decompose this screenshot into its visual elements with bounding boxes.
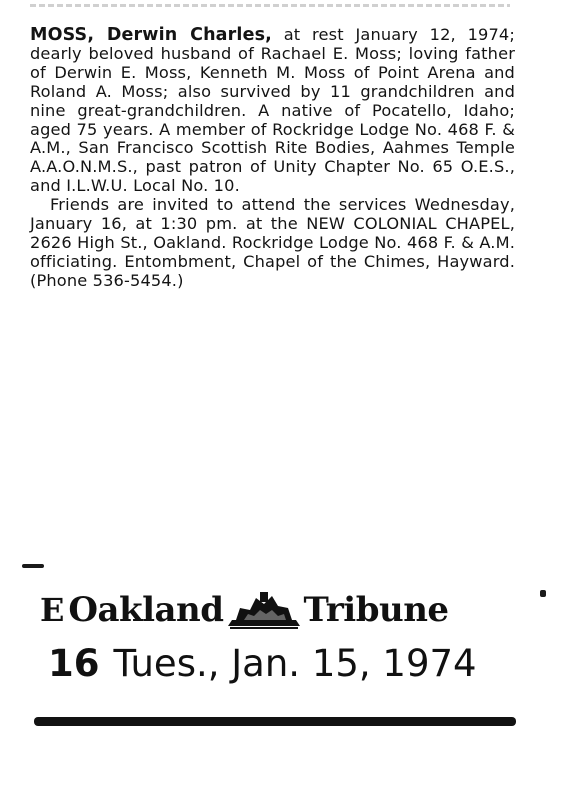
margin-dash <box>22 564 44 568</box>
obituary-notice <box>30 26 515 291</box>
top-divider <box>30 4 510 7</box>
dateline <box>48 642 477 686</box>
margin-dot <box>540 590 546 597</box>
newspaper-masthead <box>40 580 510 640</box>
publication-date: Tues., Jan. 15, 1974 <box>113 642 477 685</box>
bottom-divider <box>34 717 516 726</box>
obituary-paragraph-1 <box>30 26 515 196</box>
city-seal-icon <box>226 590 302 630</box>
masthead-word-tribune: Tribune <box>303 590 449 630</box>
masthead-word-oakland: Oakland <box>68 590 224 630</box>
page-number: 16 <box>48 642 100 685</box>
obituary-paragraph-2 <box>30 196 515 291</box>
obituary-text-2: Friends are invited to attend the services Wednesday, January 16, at 1:30 pm. at the NEW COLONIAL CHAPEL, 2626 High St., Oakland. Rockridge Lodge No. 468 F. & A.M. officiating. Entombment, Chapel of the Chimes, Hayward. (Phone 536-5454.) <box>30 195 515 290</box>
edition-mark: E <box>40 591 65 629</box>
deceased-name: MOSS, Derwin Charles, <box>30 25 272 45</box>
obituary-text-1: at rest January 12, 1974; dearly beloved husband of Rachael E. Moss; loving father of Derwin E. Moss, Kenneth M. Moss of Point Arena and Roland A. Moss; also survived by 11 grandchildren and nine great-grandchildren. A native of Pocatello, Idaho; aged 75 years. A member of Rockridge Lodge No. 468 F. & A.M., San Francisco Scottish Rite Bodies, Aahmes Temple A.A.O.N.M.S., past patron of Unity Chapter No. 65 O.E.S., and I.L.W.U. Local No. 10. <box>30 25 515 196</box>
